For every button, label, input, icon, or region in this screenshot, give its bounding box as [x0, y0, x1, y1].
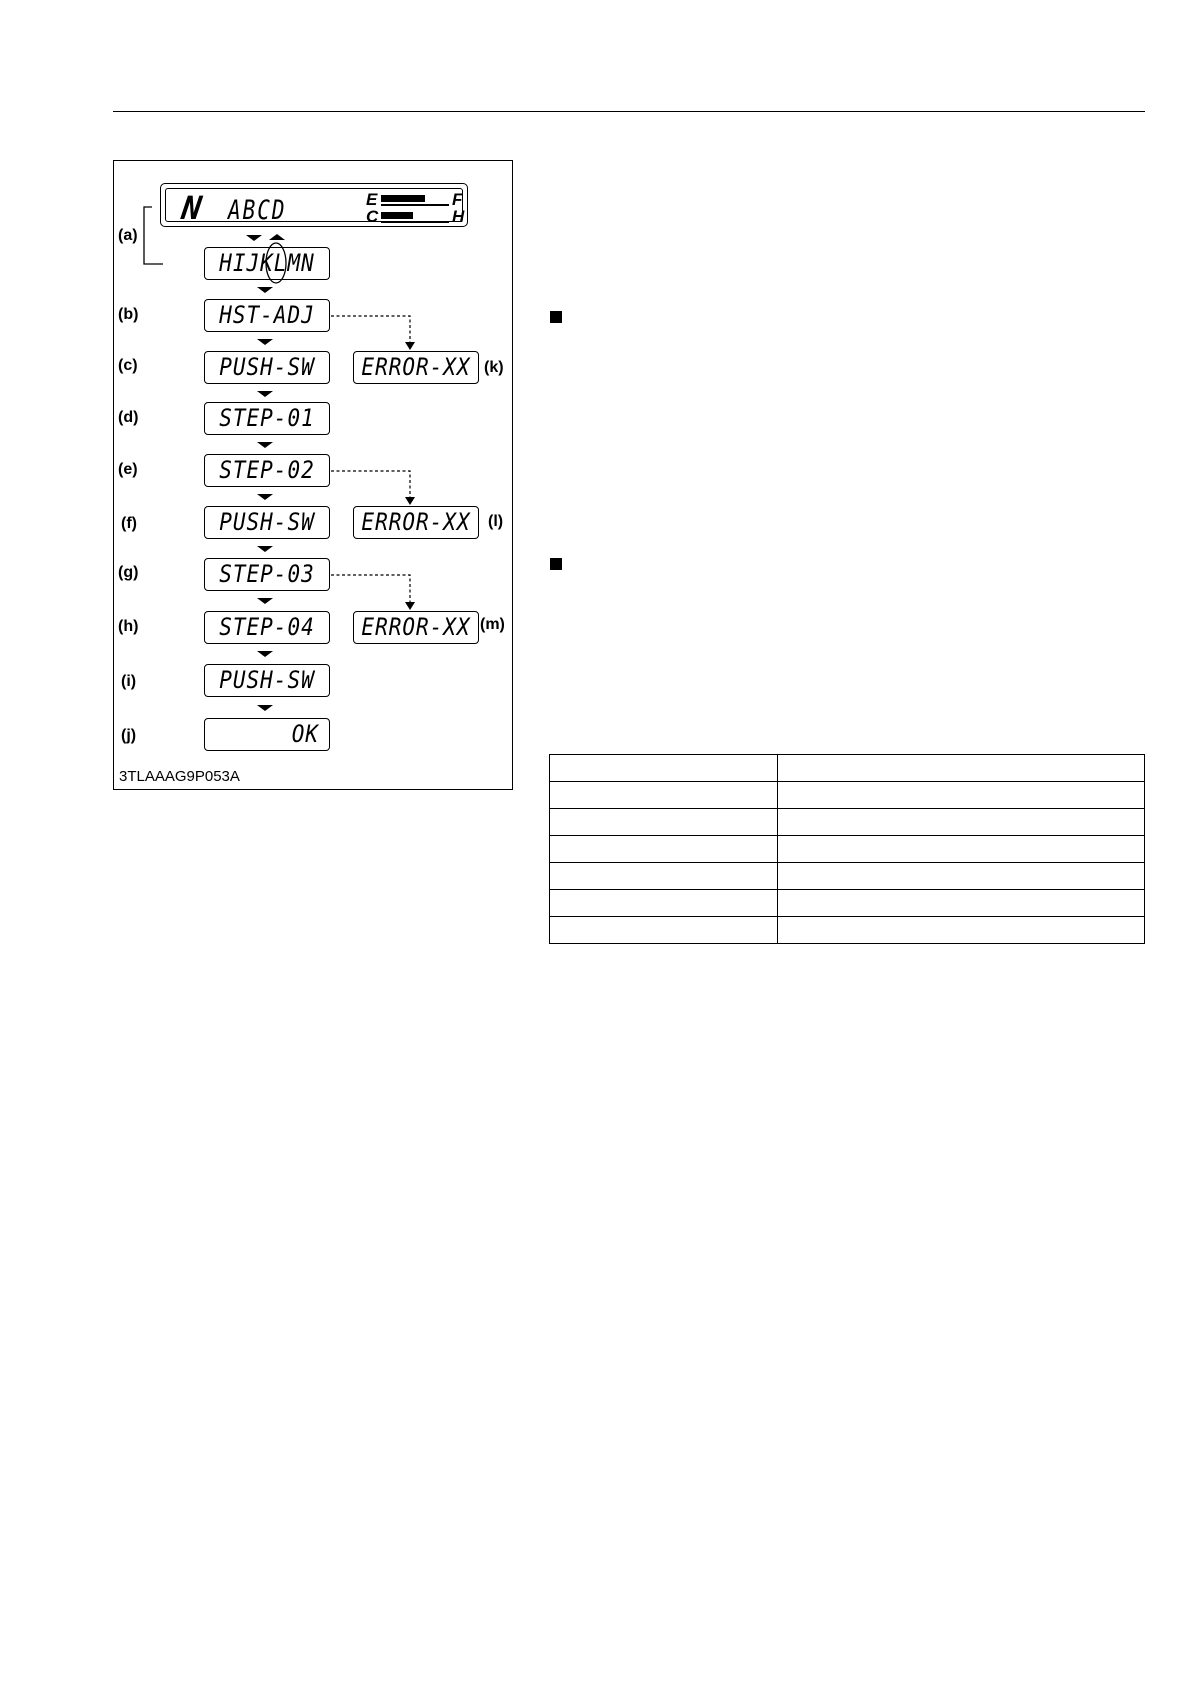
lcd-error-k: ERROR-XX: [353, 351, 479, 384]
step-label-a: (a): [118, 227, 138, 244]
dashed-path-g-m: [331, 575, 410, 603]
figure-code: 3TLAAAG9P053A: [119, 768, 240, 785]
step-label-g: (g): [118, 564, 139, 581]
dashed-arrowhead-l-icon: [405, 497, 415, 505]
gear-indicator: N: [179, 189, 204, 227]
dashed-arrowhead-m-icon: [405, 602, 415, 610]
table-row: [550, 809, 1145, 836]
lcd-step-a: HIJKLMN: [204, 247, 330, 280]
table-row: [550, 782, 1145, 809]
lcd-step-e: STEP-02: [204, 454, 330, 487]
lcd-step-h: STEP-04: [204, 611, 330, 644]
error-label-l: (l): [488, 513, 504, 530]
fuel-gauge-f-label: F: [452, 190, 463, 209]
step-label-d: (d): [118, 409, 139, 426]
step-label-h: (h): [118, 618, 139, 635]
bullet-square-icon: [550, 311, 562, 323]
table-row: [550, 917, 1145, 944]
lcd-error-l: ERROR-XX: [353, 506, 479, 539]
lcd-step-i: PUSH-SW: [204, 664, 330, 697]
lcd-step-d: STEP-01: [204, 402, 330, 435]
table-row: [550, 890, 1145, 917]
step-label-b: (b): [118, 306, 139, 323]
fuel-gauge-e-label: E: [366, 190, 378, 209]
error-label-k: (k): [484, 359, 504, 376]
table-row: [550, 755, 1145, 782]
step-label-c: (c): [118, 357, 138, 374]
dashed-path-b-k: [331, 316, 410, 343]
step-label-f: (f): [121, 515, 137, 532]
dashed-path-e-l: [331, 471, 410, 498]
temp-gauge-h-label: H: [452, 207, 465, 226]
bullet-square-icon: [550, 558, 562, 570]
dashed-arrowhead-k-icon: [405, 342, 415, 350]
error-label-m: (m): [480, 616, 505, 633]
lcd-step-g: STEP-03: [204, 558, 330, 591]
bracket-a: [144, 207, 163, 264]
step-label-e: (e): [118, 461, 138, 478]
table-row: [550, 836, 1145, 863]
selection-ellipse: [266, 243, 286, 283]
step-label-j: (j): [121, 727, 137, 744]
table-row: [550, 863, 1145, 890]
lcd-step-b: HST-ADJ: [204, 299, 330, 332]
temp-gauge-c-label: C: [366, 207, 379, 226]
lcd-step-j: OK: [204, 718, 330, 751]
lcd-error-m: ERROR-XX: [353, 611, 479, 644]
lcd-step-c: PUSH-SW: [204, 351, 330, 384]
lcd-step-f: PUSH-SW: [204, 506, 330, 539]
step-label-i: (i): [121, 673, 137, 690]
spec-table: [549, 754, 1145, 944]
lcd-main-message: ABCD: [228, 195, 287, 225]
